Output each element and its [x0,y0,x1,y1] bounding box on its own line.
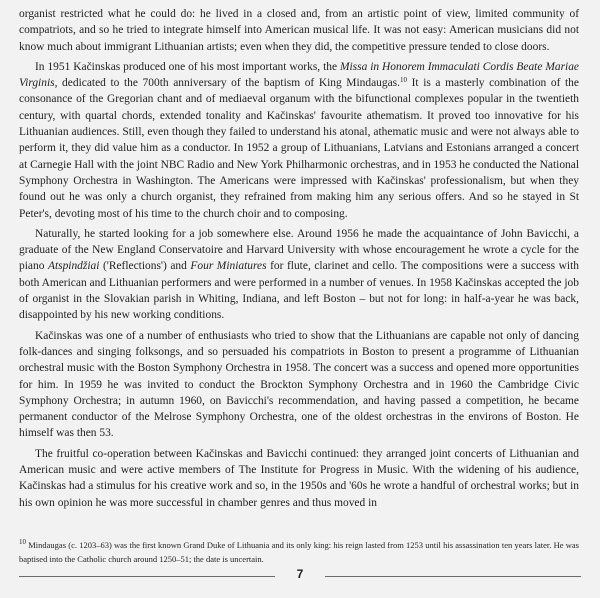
text-run: organist restricted what he could do: he lived in a closed and, from an artistic point of view, limited community of compatriots, and so he tried to integrate himself into American musical life. It was not easy: American musicians did not know much about immigrant Lithuanian artists; even when they did, the competitive pressure tended to close doors. [19,8,579,53]
footnote-reference: 10 [400,76,407,85]
italic-title: Atspindžiai [47,260,100,273]
italic-title: Missa in Honorem Immaculati Cordis Beate Mariae Virginis [19,60,580,90]
footnote-text: Mindaugas (c. 1203–63) was the first known Grand Duke of Lithuania and its only king: his reign lasted from 1253 until his assassination ten years later. He was baptised into the Catholic church around 1250–51; the date is uncertain. [19,540,579,564]
footnote-marker: 10 [19,538,26,546]
text-run: Kačinskas was one of a number of enthusiasts who tried to show that the Lithuanians are capable not only of dancing folk-dances and singing folksongs, and so persuaded his compatriots in Boston to present a programme of Lithuanian orchestral music with the Boston Symphony Orchestra in 1958. The concert was a success and opened more opportunities for him. In 1959 he was invited to conduct the Brockton Symphony Orchestra and in 1960 the Cambridge Civic Symphony Orchestra; in autumn 1960, on Bavicchi's recommendation, and having passed a competition, he became permanent conductor of the Melrose Symphony Orchestra, one of the oldest orchestras in the environs of Boston. He himself was then 53. [19,329,579,440]
footer-rule-left [19,576,275,577]
text-run: It is a masterly combination of the consonance of the Gregorian chant and of mediaeval organum with the bifunctional complexes popular in the twentieth century, with quartal chords, extended tonality and Kačinskas' favourite athematism. It proved too innovative for his Lithuanian audiences. Still, even though they failed to understand his atonal, athematic music and were not always able to perform it, they did value him as a conductor. In 1952 a group of Lithuanians, Latvians and Estonians arranged a concert at Carnegie Hall with the joint NBC Radio and New York Philharmonic orchestras, and in 1953 he conducted the National Symphony Orchestra in Washington. The Americans were impressed with Kačinskas' professionalism, but when they found out he was only a church organist, they refrained from making him any serious offers. And so he stayed in St Peter's, devoting most of his time to the church choir and to composing. [19,77,580,220]
text-run: for flute, clarinet and cello. The compositions were a success with both American and Lithuanian performers and were performed in a number of venues. In 1958 Kačinskas accepted the job of organist in the Slovakian parish in Whiting, Indiana, and left Boston – but not for long: in half-a-year he was back, disappointed by his new working conditions. [19,260,579,322]
footer-rule-right [325,576,581,577]
text-run: In 1951 Kačinskas produced one of his most important works, the [35,60,340,73]
paragraph [19,328,579,442]
italic-title: Four Miniatures [190,260,267,273]
body-text [19,6,579,511]
text-run: Naturally, he started looking for a job somewhere else. Around 1956 he made the acquaintance of John Bavicchi, a graduate of the New England Conservatoire and Harvard University with whose encouragement he wrote a cycle for the piano [19,227,579,273]
text-run: , dedicated to the 700th anniversary of the baptism of King Mindaugas. [54,77,400,90]
paragraph [19,446,579,511]
paragraph [19,226,579,324]
paragraph [19,6,579,55]
text-run: ('Reflections') and [99,260,191,273]
paragraph [19,59,579,222]
text-run: The fruitful co-operation between Kačinskas and Bavicchi continued: they arranged joint concerts of Lithuanian and American music and were active members of The Institute for Progress in Music. With the widening of his audience, Kačinskas had a stimulus for his creative work and so, in the 1950s and '60s he wrote a handful of orchestral works; but in his own opinion he was more successful in chamber genres and thus moved in [19,447,579,509]
footnote [19,538,579,566]
page-number: 7 [296,567,304,581]
